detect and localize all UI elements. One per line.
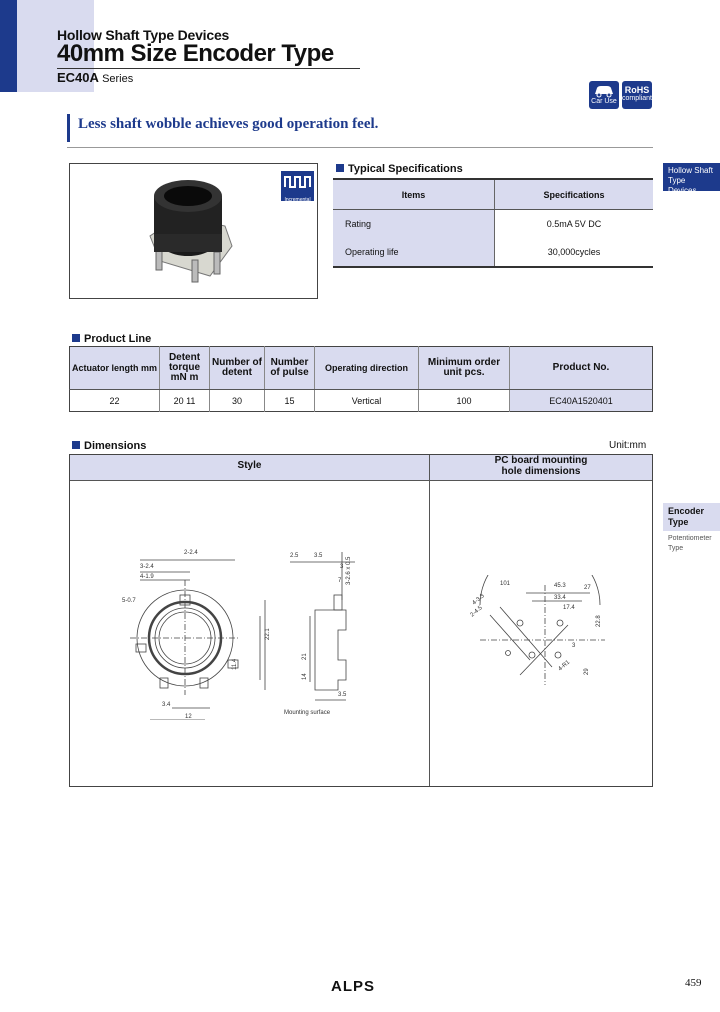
col-operating-direction: Operating direction — [315, 347, 419, 390]
side-tab-hollow-shaft[interactable] — [663, 163, 720, 195]
spec-item: Rating — [333, 210, 495, 239]
product-line-heading: Product Line — [72, 333, 151, 345]
spec-value: 30,000cycles — [495, 238, 654, 267]
pcb-27: 27 — [584, 585, 591, 591]
side-tab-line1: Hollow Shaft — [668, 166, 713, 175]
pulse-wave-icon — [282, 172, 313, 192]
col-number-of-detent: Number of detent — [210, 347, 265, 390]
col-number-of-pulse: Number of pulse — [265, 347, 315, 390]
dim-2-2-4: 2-2.4 — [184, 550, 198, 556]
cell-actuator-length: 22 — [70, 390, 160, 412]
mounting-surface-label: Mounting surface — [284, 710, 331, 716]
tagline: Less shaft wobble achieves good operation feel. — [78, 116, 379, 132]
style-drawing — [110, 540, 380, 720]
dim-22-1: 22.1 — [265, 628, 271, 640]
dim-14: 14 — [302, 673, 308, 680]
spec-col-specs: Specifications — [495, 179, 654, 210]
cell-product-no: EC40A1520401 — [510, 390, 653, 412]
table-row — [333, 210, 653, 239]
dim-21: 21 — [302, 653, 308, 660]
pcb-22-8: 22.8 — [596, 615, 602, 627]
page-number: 459 — [685, 977, 702, 989]
spec-header-row — [333, 179, 653, 210]
spec-item: Operating life — [333, 238, 495, 267]
page-title: 40mm Size Encoder Type — [57, 40, 334, 67]
col-pcb-holes — [430, 455, 652, 477]
pcb-3: 3 — [572, 643, 576, 649]
category-title: Hollow Shaft Type Devices — [57, 27, 230, 43]
col-detent-torque: Detent torque mN m — [160, 347, 210, 390]
side-tab-encoder-line1: Encoder — [668, 506, 705, 516]
pcb-101: 101 — [500, 581, 511, 587]
incremental-mark — [281, 171, 314, 201]
dim-4-1-9: 4-1.9 — [140, 574, 154, 580]
dimensions-heading: Dimensions — [72, 440, 146, 452]
typical-specs-table — [333, 178, 653, 268]
table-row — [70, 390, 653, 412]
pcb-4-r1: 4-R1 — [557, 659, 572, 673]
car-use-label: Car Use — [591, 98, 617, 105]
title-rule — [57, 68, 360, 69]
table-row — [333, 238, 653, 267]
pcb-4-3-3: 4-3.3 — [471, 593, 486, 607]
dimensions-divider — [429, 455, 430, 786]
car-icon — [589, 81, 619, 99]
col-style: Style — [237, 460, 262, 471]
series-title — [57, 70, 133, 85]
col-pcb-line1: PC board mounting — [494, 455, 588, 466]
tagline-rule — [67, 147, 653, 148]
side-tab-line2: Type Devices — [668, 176, 697, 195]
dim-3-5: 3.5 — [314, 553, 323, 559]
side-tab-encoder[interactable] — [663, 503, 720, 531]
rohs-compliant-label: compliant — [622, 95, 652, 102]
side-sub-line2: Type — [668, 545, 684, 552]
cell-operating-direction: Vertical — [315, 390, 419, 412]
tagline-accent — [67, 114, 70, 142]
dim-3-2-6: 3-2.6 x 0.5 — [346, 556, 352, 585]
typical-specs-heading: Typical Specifications — [336, 163, 463, 175]
pcb-33-4: 33.4 — [554, 595, 566, 601]
encoder-product-image — [140, 176, 240, 286]
product-line-header-row — [70, 347, 653, 390]
dim-11-4: 11.4 — [232, 658, 238, 670]
side-tab-potentiometer[interactable] — [668, 534, 712, 554]
dim-3-4: 3.4 — [162, 702, 171, 708]
pcb-29: 29 — [584, 668, 590, 675]
cell-number-of-pulse: 15 — [265, 390, 315, 412]
product-line-table — [69, 346, 653, 412]
series-suffix: Series — [102, 73, 134, 85]
header-accent-bar — [0, 0, 17, 92]
incremental-label: Incremental — [284, 197, 311, 203]
alps-logo: ALPS — [331, 978, 376, 995]
series-name: EC40A — [57, 70, 99, 85]
col-pcb-line2: hole dimensions — [501, 466, 581, 477]
col-actuator-length: Actuator length mm — [70, 347, 160, 390]
side-tab-encoder-line2: Type — [668, 517, 689, 527]
dim-7: 7 — [338, 578, 342, 584]
side-sub-line1: Potentiometer — [668, 535, 712, 542]
rohs-label: RoHS — [624, 85, 650, 95]
dim-3: 3 — [340, 564, 344, 570]
rohs-badge — [622, 81, 652, 109]
product-photo-frame — [69, 163, 318, 299]
unit-label: Unit:mm — [609, 440, 647, 451]
cell-number-of-detent: 30 — [210, 390, 265, 412]
pcb-hole-drawing — [460, 575, 620, 690]
col-minimum-order: Minimum order unit pcs. — [419, 347, 510, 390]
spec-value: 0.5mA 5V DC — [546, 219, 602, 229]
pcb-45-3: 45.3 — [554, 583, 566, 589]
spec-col-items: Items — [333, 179, 495, 210]
car-use-badge — [589, 81, 619, 109]
dim-3-5-lower: 3.5 — [338, 692, 347, 698]
pcb-2-4-5: 2-4.5 — [469, 605, 484, 619]
dim-2-5: 2.5 — [290, 553, 299, 559]
pcb-17-4: 17.4 — [563, 605, 575, 611]
cell-minimum-order: 100 — [419, 390, 510, 412]
cell-detent-torque: 20 11 — [160, 390, 210, 412]
dim-5-0-7: 5-0.7 — [122, 598, 136, 604]
dim-3-2-4: 3-2.4 — [140, 564, 154, 570]
col-product-no: Product No. — [510, 347, 653, 390]
dim-12: 12 — [185, 714, 192, 720]
